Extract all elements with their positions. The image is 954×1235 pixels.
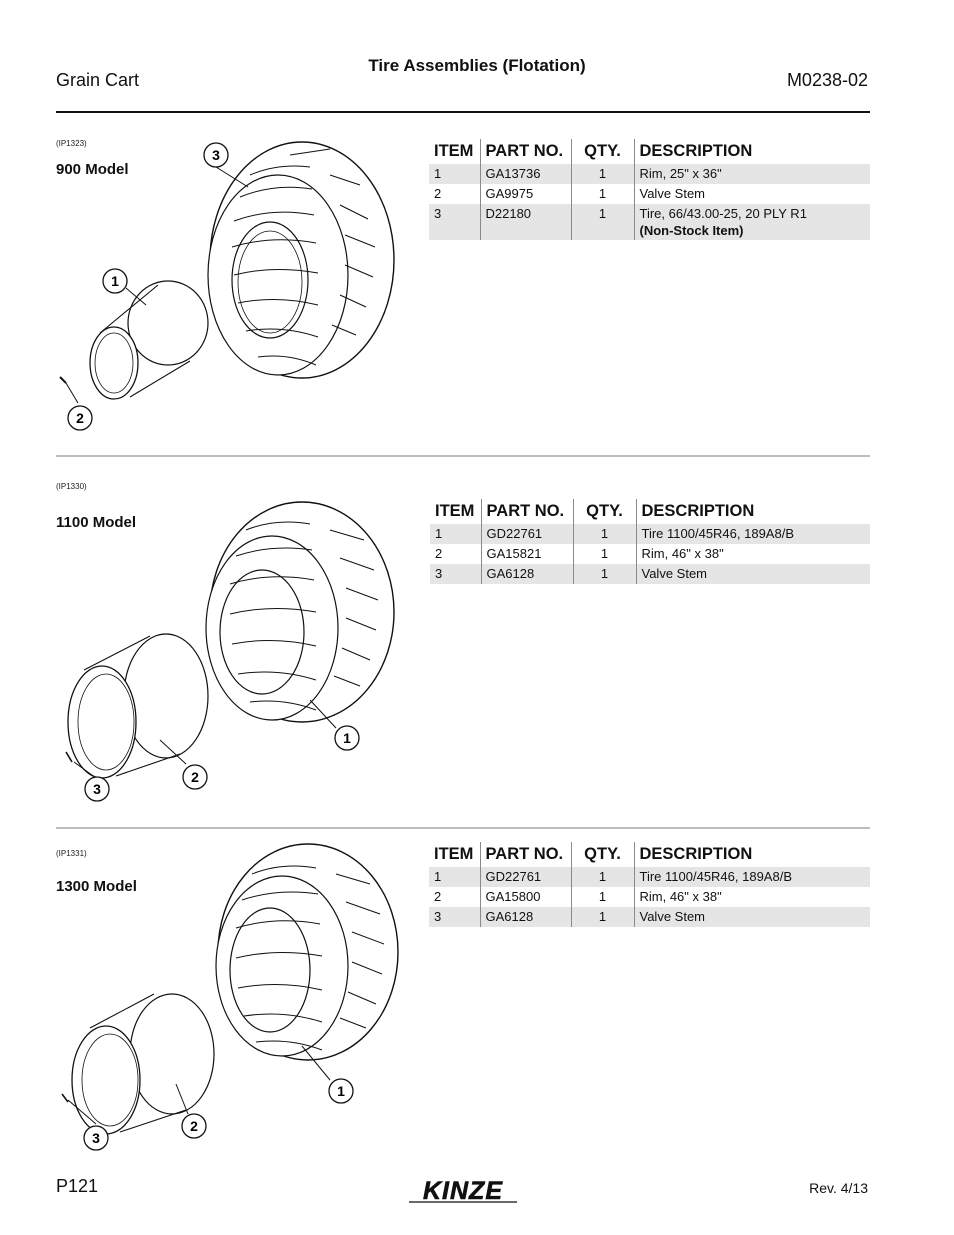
item-cell: 2 xyxy=(434,186,442,201)
kinze-logo xyxy=(403,1176,523,1206)
svg-text:2: 2 xyxy=(191,769,199,785)
tire-assembly-illustration xyxy=(40,135,420,445)
quantity-cell: 1 xyxy=(573,524,636,544)
revision-date: Rev. 4/13 xyxy=(809,1180,868,1196)
illustration-ref: (IP1330) xyxy=(56,482,87,491)
parts-table xyxy=(429,842,870,927)
model-label: 900 Model xyxy=(56,161,129,178)
page-number: P121 xyxy=(56,1176,99,1196)
quantity-cell: 1 xyxy=(571,164,634,184)
quantity-cell: 1 xyxy=(573,564,636,584)
description-cell: Valve Stem xyxy=(634,184,870,204)
table-header-row xyxy=(429,139,870,164)
quantity-cell: 1 xyxy=(571,184,634,204)
table-row xyxy=(429,867,870,887)
quantity-cell: 1 xyxy=(573,544,636,564)
description-text: Tire, 66/43.00-25, 20 PLY R1 xyxy=(639,206,807,221)
parts-table xyxy=(430,499,870,584)
item-cell: 2 xyxy=(434,889,442,904)
item-cell: 1 xyxy=(429,164,480,184)
table-row xyxy=(429,907,870,927)
quantity-cell: 1 xyxy=(571,907,634,927)
svg-text:3: 3 xyxy=(93,781,101,797)
tire-drawing xyxy=(206,502,394,722)
callout-2 xyxy=(183,765,207,789)
description-cell: Rim, 25" x 36" xyxy=(634,164,870,184)
rim-drawing xyxy=(72,994,214,1134)
part-number-cell: GA6128 xyxy=(480,907,571,927)
page-title: Tire Assemblies (Flotation) xyxy=(368,56,586,75)
table-row xyxy=(429,887,870,907)
part-number-cell: GD22761 xyxy=(480,867,571,887)
description-cell xyxy=(634,204,870,240)
table-row xyxy=(429,184,870,204)
svg-text:2: 2 xyxy=(76,410,84,426)
callout-2 xyxy=(68,406,92,430)
quantity-cell: 1 xyxy=(571,887,634,907)
column-header-description: DESCRIPTION xyxy=(636,499,870,524)
svg-text:1: 1 xyxy=(337,1083,345,1099)
part-number-cell: GA13736 xyxy=(480,164,571,184)
description-cell: Tire 1100/45R46, 189A8/B xyxy=(636,524,870,544)
quantity-cell: 1 xyxy=(571,204,634,240)
column-header-qty: QTY. xyxy=(573,499,636,524)
callout-3 xyxy=(85,777,109,801)
tire-drawing xyxy=(216,844,398,1060)
svg-text:2: 2 xyxy=(190,1118,198,1134)
svg-text:1: 1 xyxy=(111,273,119,289)
rim-drawing xyxy=(90,281,208,399)
column-header-item: ITEM xyxy=(435,502,475,520)
tire-assembly-illustration xyxy=(40,848,420,1158)
callout-1 xyxy=(335,726,359,750)
valve-stem-drawing xyxy=(66,752,72,762)
column-header-description: DESCRIPTION xyxy=(634,842,870,867)
description-cell: Valve Stem xyxy=(634,907,870,927)
part-number-cell: D22180 xyxy=(480,204,571,240)
model-label: 1300 Model xyxy=(56,878,137,895)
description-cell: Tire 1100/45R46, 189A8/B xyxy=(634,867,870,887)
item-cell: 3 xyxy=(430,564,481,584)
item-cell: 3 xyxy=(429,907,480,927)
item-cell: 2 xyxy=(435,546,443,561)
item-cell: 1 xyxy=(430,524,481,544)
logo-wordmark: KINZE xyxy=(423,1177,503,1205)
description-cell: Valve Stem xyxy=(636,564,870,584)
tire-assembly-illustration xyxy=(40,500,420,810)
column-header-part-no: PART NO. xyxy=(480,842,571,867)
quantity-cell: 1 xyxy=(571,867,634,887)
illustration-ref: (IP1323) xyxy=(56,139,87,148)
table-row xyxy=(430,544,870,564)
section-divider xyxy=(56,827,870,829)
rim-drawing xyxy=(68,634,208,778)
part-number-cell: GA9975 xyxy=(480,184,571,204)
item-cell: 1 xyxy=(429,867,480,887)
part-number-cell: GA15800 xyxy=(480,887,571,907)
valve-stem-drawing xyxy=(62,1094,68,1102)
header-product: Grain Cart xyxy=(56,70,140,90)
item-cell: 3 xyxy=(429,204,480,240)
stock-note: (Non-Stock Item) xyxy=(639,223,744,238)
illustration-ref: (IP1331) xyxy=(56,849,87,858)
callout-3 xyxy=(84,1126,108,1150)
table-header-row xyxy=(429,842,870,867)
table-row xyxy=(430,524,870,544)
column-header-part-no: PART NO. xyxy=(480,139,571,164)
table-header-row xyxy=(430,499,870,524)
column-header-description: DESCRIPTION xyxy=(634,139,870,164)
part-number-cell: GD22761 xyxy=(481,524,573,544)
column-header-qty: QTY. xyxy=(571,842,634,867)
column-header-item: ITEM xyxy=(434,845,474,863)
svg-text:3: 3 xyxy=(92,1130,100,1146)
tire-drawing xyxy=(208,142,394,378)
column-header-part-no: PART NO. xyxy=(481,499,573,524)
model-label: 1100 Model xyxy=(56,514,137,531)
svg-text:1: 1 xyxy=(343,730,351,746)
callout-2 xyxy=(182,1114,206,1138)
description-cell: Rim, 46" x 38" xyxy=(634,887,870,907)
callout-3 xyxy=(204,143,228,167)
description-cell: Rim, 46" x 38" xyxy=(636,544,870,564)
table-row xyxy=(429,204,870,240)
parts-table xyxy=(429,139,870,240)
callout-1 xyxy=(103,269,127,293)
column-header-item: ITEM xyxy=(434,142,474,160)
section-divider xyxy=(56,455,870,457)
part-number-cell: GA15821 xyxy=(481,544,573,564)
valve-stem-drawing xyxy=(60,377,66,383)
table-row xyxy=(429,164,870,184)
header-rule xyxy=(56,111,870,113)
manual-number: M0238-02 xyxy=(786,70,868,90)
column-header-qty: QTY. xyxy=(571,139,634,164)
svg-text:3: 3 xyxy=(212,147,220,163)
table-row xyxy=(430,564,870,584)
part-number-cell: GA6128 xyxy=(481,564,573,584)
callout-1 xyxy=(329,1079,353,1103)
